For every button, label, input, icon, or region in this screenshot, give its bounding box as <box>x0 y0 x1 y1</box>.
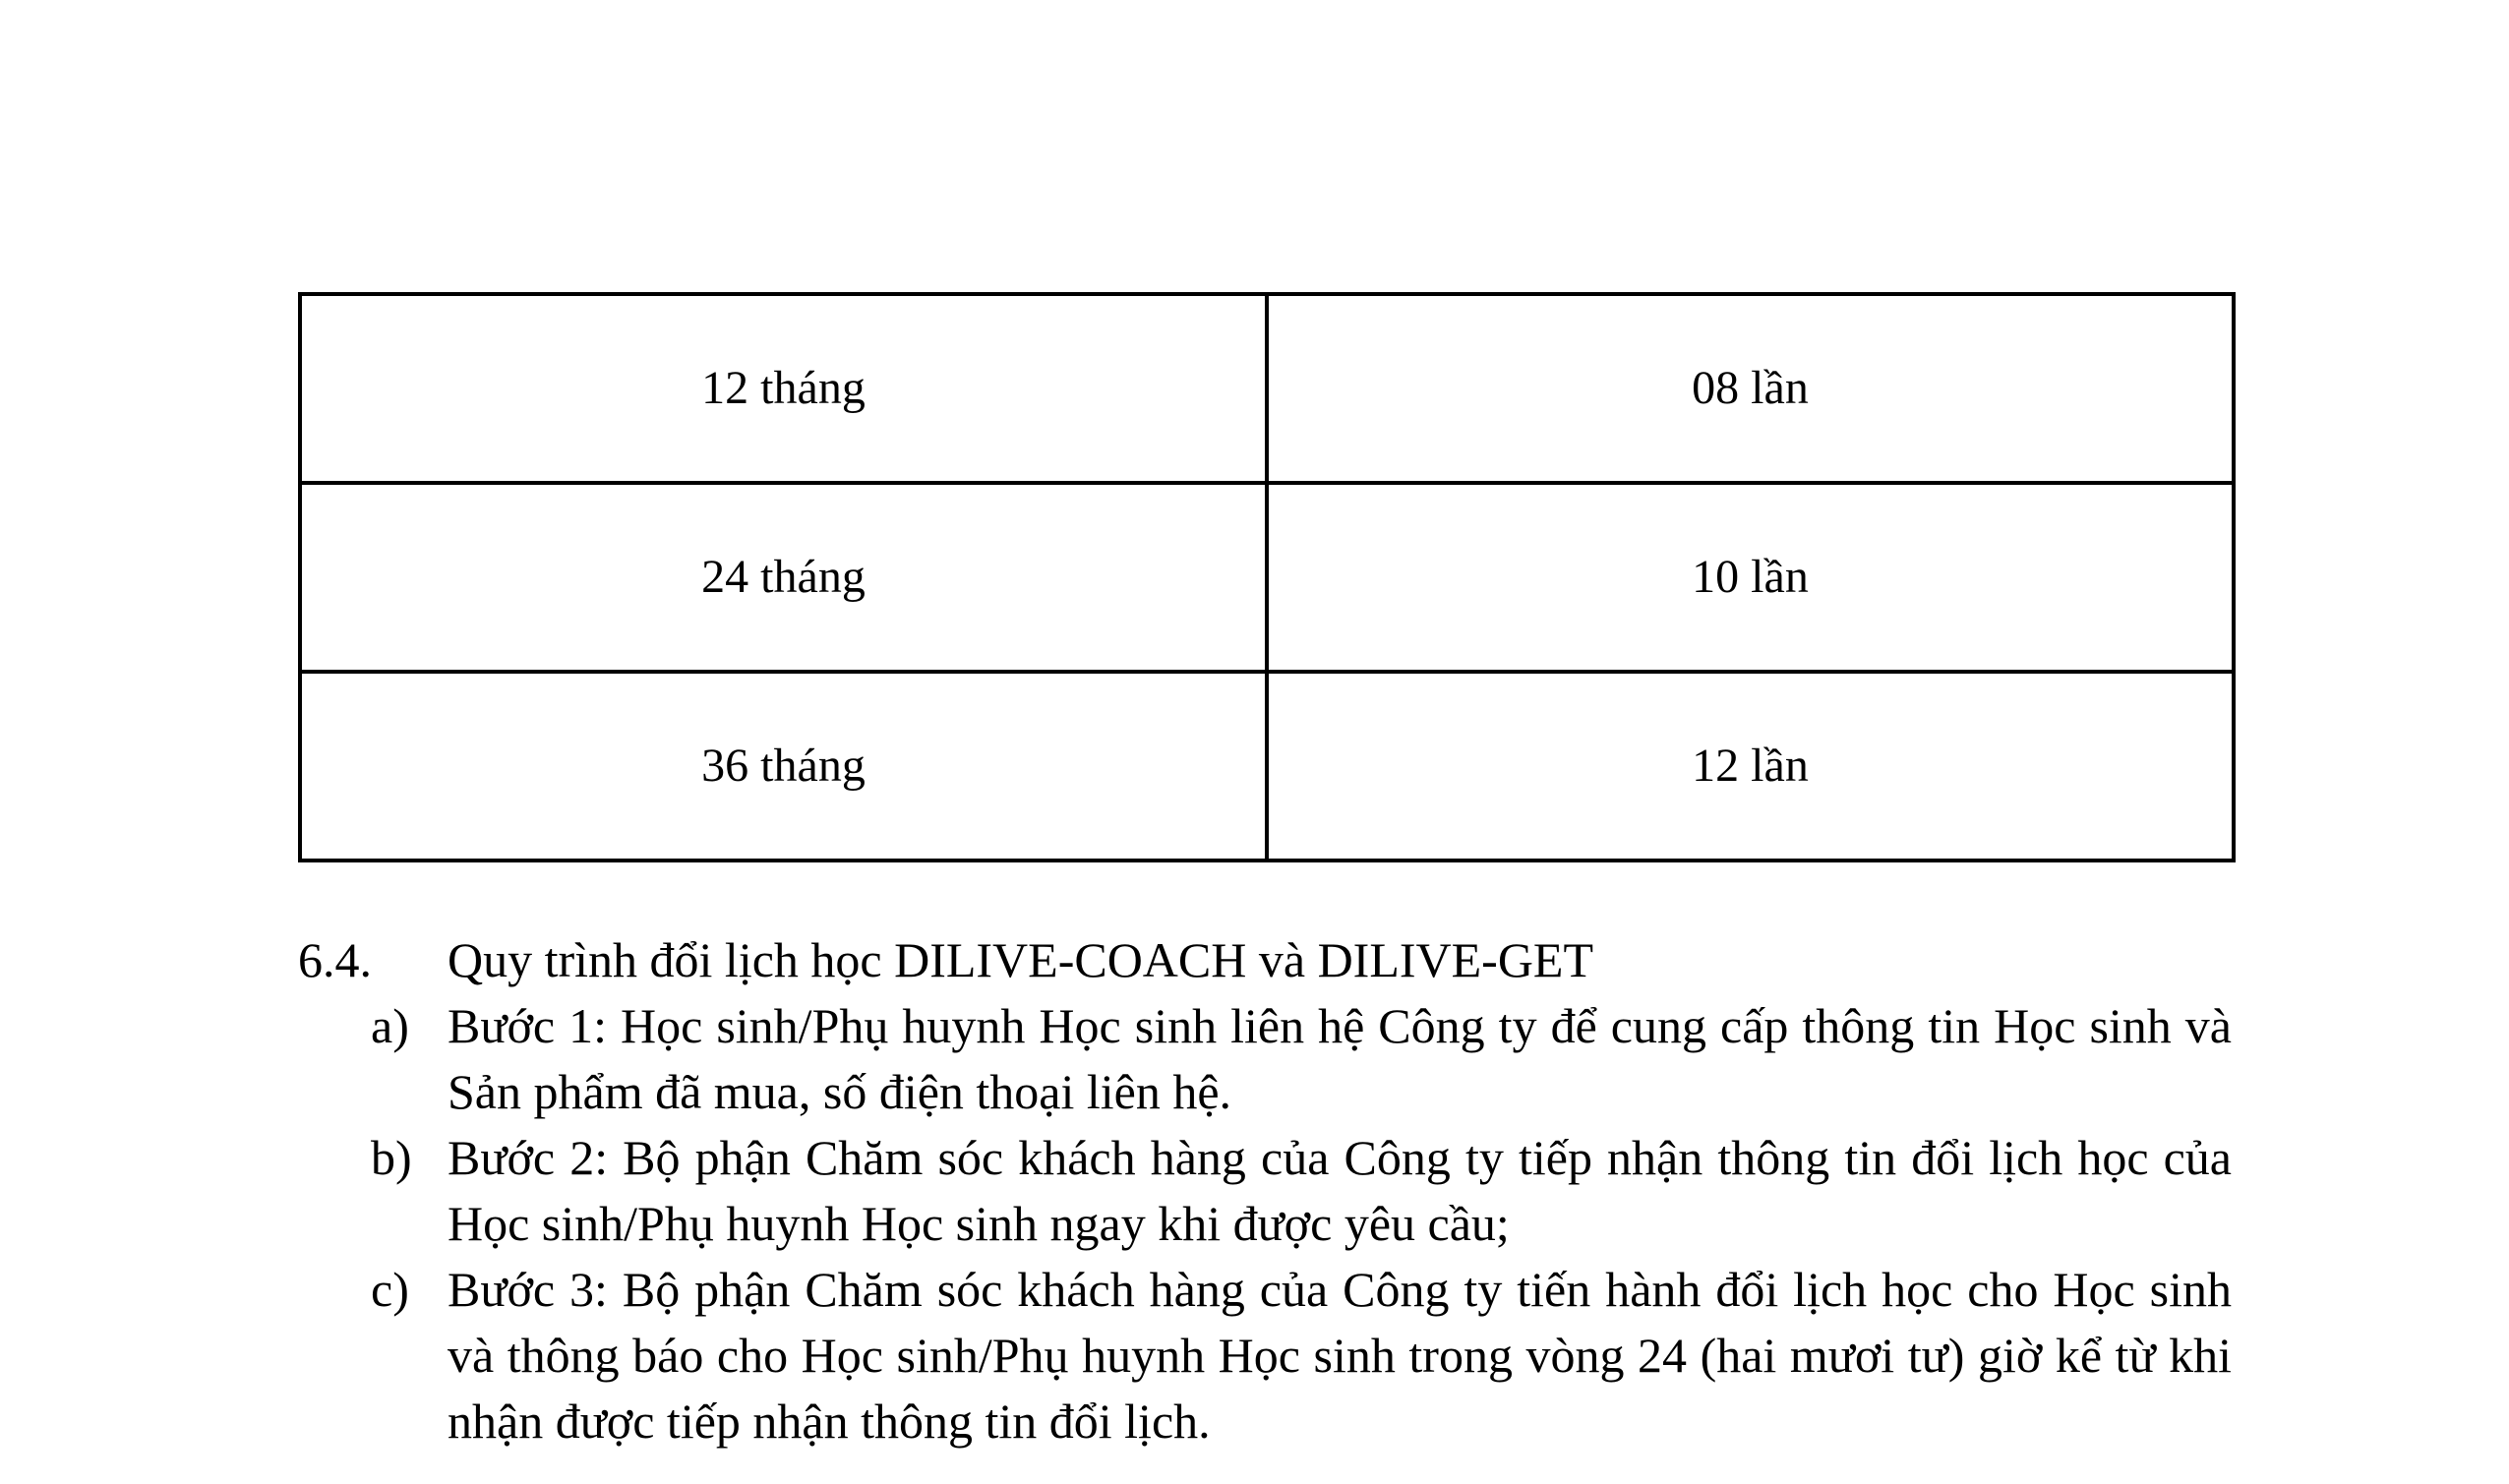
duration-cell: 24 tháng <box>300 483 1267 672</box>
table-row <box>300 672 2234 861</box>
step-marker: a) <box>371 998 409 1053</box>
section-number: 6.4. <box>298 932 372 987</box>
step-text: Bước 3: Bộ phận Chăm sóc khách hàng của Công ty tiến hành đổi lịch học cho Học sinh và thông báo cho Học sinh/Phụ huynh Học sinh trong vòng 24 (hai mươi tư) giờ kể từ khi nhận được tiếp nhận thông tin đổi lịch. <box>448 1262 2232 1449</box>
step-text: Bước 2: Bộ phận Chăm sóc khách hàng của Công ty tiếp nhận thông tin đổi lịch học của Học sinh/Phụ huynh Học sinh ngay khi được yêu cầu; <box>448 1130 2232 1251</box>
duration-cell: 12 tháng <box>300 294 1267 483</box>
list-item <box>298 1125 2232 1257</box>
table-row <box>300 483 2234 672</box>
count-cell: 08 lần <box>1267 294 2234 483</box>
section-6-4 <box>298 927 2232 1454</box>
section-heading <box>298 927 2232 993</box>
section-title: Quy trình đổi lịch học DILIVE-COACH và DILIVE-GET <box>448 932 1594 987</box>
count-cell: 10 lần <box>1267 483 2234 672</box>
list-item <box>298 993 2232 1125</box>
duration-table <box>298 292 2236 862</box>
duration-cell: 36 tháng <box>300 672 1267 861</box>
step-text: Bước 1: Học sinh/Phụ huynh Học sinh liên hệ Công ty để cung cấp thông tin Học sinh và Sản phẩm đã mua, số điện thoại liên hệ. <box>448 998 2232 1119</box>
count-cell: 12 lần <box>1267 672 2234 861</box>
step-marker: c) <box>371 1262 409 1317</box>
step-marker: b) <box>371 1130 412 1185</box>
table-row <box>300 294 2234 483</box>
list-item <box>298 1257 2232 1454</box>
